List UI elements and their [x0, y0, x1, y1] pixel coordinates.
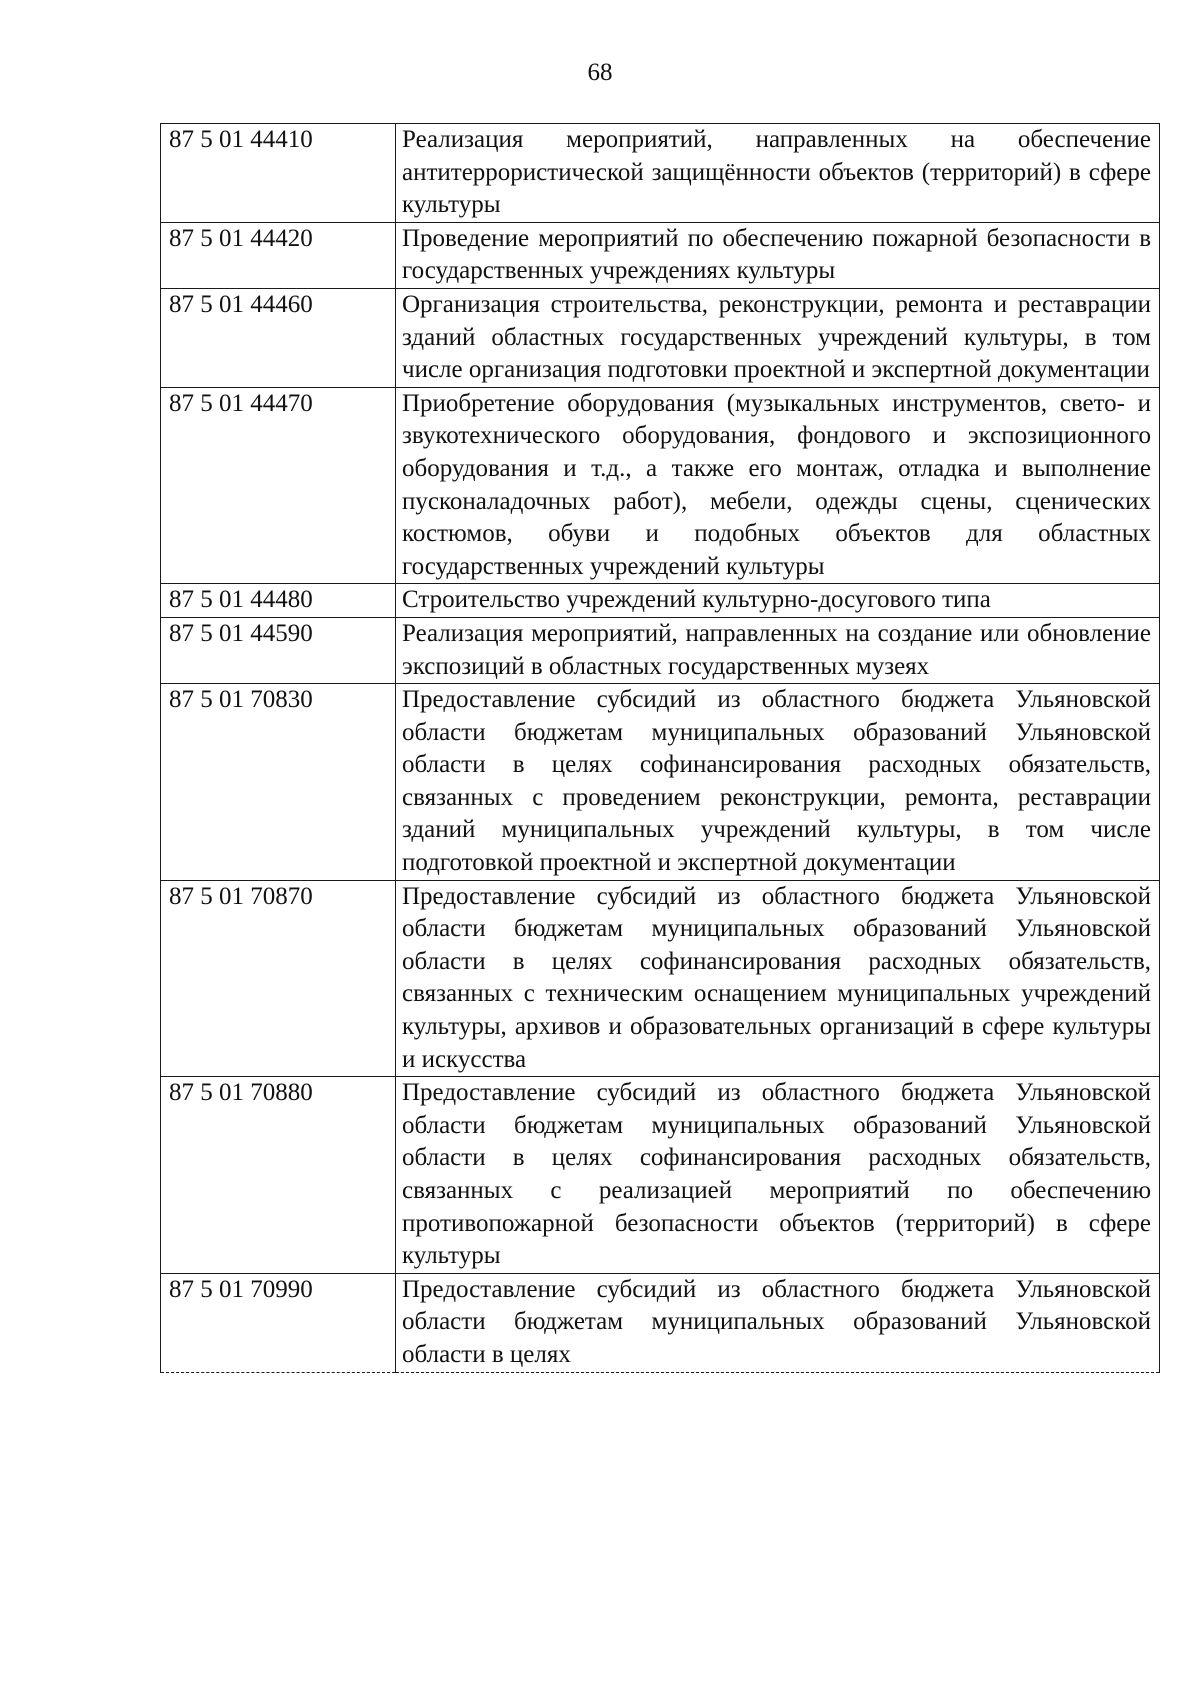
expense-description: Организация строительства, реконструкции, ремонта и реставрации зданий областных государственных учреждений культуры, в том числе организация подготовки проектной и экспертной документации [396, 288, 1160, 387]
budget-code: 87 5 01 44480 [161, 584, 396, 618]
budget-code-table [160, 123, 1160, 1373]
table-row [161, 1077, 1160, 1274]
budget-code: 87 5 01 44410 [161, 124, 396, 223]
expense-description: Предоставление субсидий из областного бюджета Ульяновской области бюджетам муниципальных образований Ульяновской области в целях [396, 1273, 1160, 1372]
budget-code: 87 5 01 44590 [161, 617, 396, 683]
budget-code: 87 5 01 44460 [161, 288, 396, 387]
budget-code: 87 5 01 70880 [161, 1077, 396, 1274]
table-row [161, 222, 1160, 288]
budget-code: 87 5 01 70990 [161, 1273, 396, 1372]
table-row [161, 880, 1160, 1077]
table-row [161, 387, 1160, 584]
expense-description: Предоставление субсидий из областного бюджета Ульяновской области бюджетам муниципальных образований Ульяновской области в целях софинансирования расходных обязательств, связанных с реализацией мероприятий по обеспечению противопожарной безопасности объектов (территорий) в сфере культуры [396, 1077, 1160, 1274]
expense-description: Проведение мероприятий по обеспечению пожарной безопасности в государственных учреждениях культуры [396, 222, 1160, 288]
expense-description: Реализация мероприятий, направленных на создание или обновление экспозиций в областных государственных музеях [396, 617, 1160, 683]
budget-code: 87 5 01 70870 [161, 880, 396, 1077]
expense-description: Приобретение оборудования (музыкальных инструментов, свето- и звукотехнического оборудования, фондового и экспозиционного оборудования и т.д., а также его монтаж, отладка и выполнение пусконаладочных работ), мебели, одежды сцены, сценических костюмов, обуви и подобных объектов для областных государственных учреждений культуры [396, 387, 1160, 584]
expense-description: Строительство учреждений культурно-досугового типа [396, 584, 1160, 618]
table-row [161, 584, 1160, 618]
budget-code: 87 5 01 44420 [161, 222, 396, 288]
expense-description: Предоставление субсидий из областного бюджета Ульяновской области бюджетам муниципальных образований Ульяновской области в целях софинансирования расходных обязательств, связанных с техническим оснащением муниципальных учреждений культуры, архивов и образовательных организаций в сфере культуры и искусства [396, 880, 1160, 1077]
page-number: 68 [587, 59, 613, 86]
table-row [161, 684, 1160, 881]
table-row [161, 617, 1160, 683]
budget-code: 87 5 01 44470 [161, 387, 396, 584]
table-row [161, 288, 1160, 387]
expense-description: Предоставление субсидий из областного бюджета Ульяновской области бюджетам муниципальных образований Ульяновской области в целях софинансирования расходных обязательств, связанных с проведением реконструкции, ремонта, реставрации зданий муниципальных учреждений культуры, в том числе подготовкой проектной и экспертной документации [396, 684, 1160, 881]
budget-code: 87 5 01 70830 [161, 684, 396, 881]
expense-description: Реализация мероприятий, направленных на обеспечение антитеррористической защищённости объектов (территорий) в сфере культуры [396, 124, 1160, 223]
table-row [161, 1273, 1160, 1372]
table-row [161, 124, 1160, 223]
